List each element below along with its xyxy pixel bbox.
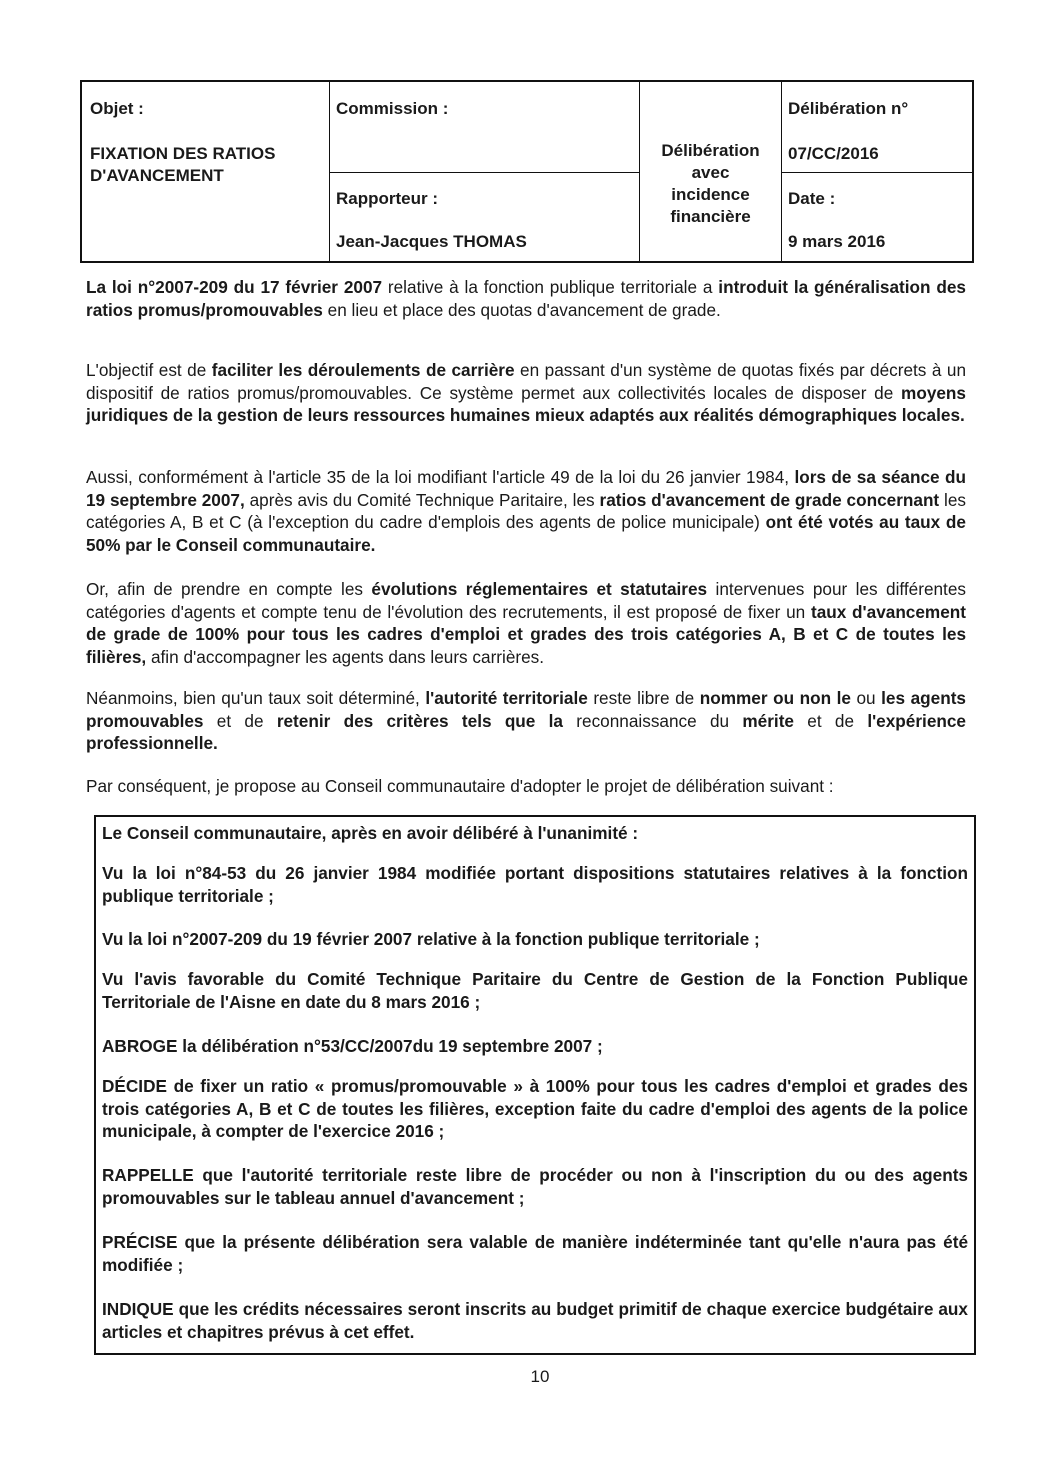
paragraph-6 [86,775,966,798]
paragraph-5 [86,687,966,755]
commission-label: Commission : [336,99,449,118]
p5-text-1: Néanmoins, bien qu'un taux soit déterminé, [86,688,426,708]
incidence-line3: incidence [671,185,750,204]
decision-line-9: INDIQUE que les crédits nécessaires seront inscrits au budget primitif de chaque exercice budgétaire aux articles et chapitres prévus à cet effet. [102,1299,968,1342]
decision-indique [102,1298,968,1343]
paragraph-3 [86,466,966,556]
p1-bold-1: La loi n°2007-209 du 17 février 2007 [86,277,383,297]
objet-value-line2: D'AVANCEMENT [90,166,224,185]
p1-text-2: en lieu et place des quotas d'avancement de grade. [322,299,721,320]
decision-line-6: DÉCIDE de fixer un ratio « promus/promouvable » à 100% pour tous les cadres d'emploi et grades des trois catégories A, B et C de toutes les filières, exception faite du cadre d'emploi des agents de la police municipale, à compter de l'exercice 2016 ; [102,1076,968,1141]
incidence-line2: avec [691,163,730,182]
decision-vu-3 [102,968,968,1013]
deliberation-cell [782,82,972,261]
rapporteur-name: Jean-Jacques THOMAS [336,232,527,251]
decision-intro [102,822,968,845]
p5-text-3: ou [850,688,882,708]
deliberation-number: 07/CC/2016 [788,144,879,163]
p5-text-6: et de [793,710,868,731]
p5-bold-2: nommer ou non le [699,688,851,708]
commission-divider [330,172,639,173]
p5-bold-3: les agents promouvables [86,688,966,731]
p5-text-2: reste libre de [587,688,700,708]
p3-bold-2: ratios d'avancement de grade concernant [599,489,940,510]
p3-bold-1: lors de sa séance du 19 septembre 2007, [86,467,966,510]
p6-text: Par conséquent, je propose au Conseil communautaire d'adopter le projet de délibération suivant : [86,776,834,796]
incidence-text [640,140,781,228]
p5-bold-6: l'expérience professionnelle. [86,710,966,753]
p3-text-3: les catégories A, B et C (à l'exception du cadre d'emplois des agents de police municipale) [86,489,966,532]
incidence-cell [640,82,782,261]
p3-bold-3: ont été votés au taux de 50% par le Conseil communautaire. [86,512,966,555]
decision-line-7: RAPPELLE que l'autorité territoriale reste libre de procéder ou non à l'inscription du ou des agents promouvables sur le tableau annuel d'avancement ; [102,1165,968,1208]
decision-line-8: PRÉCISE que la présente délibération sera valable de manière indéterminée tant qu'elle n'aura pas été modifiée ; [102,1232,968,1275]
p2-bold-1: faciliter les déroulements de carrière [211,360,515,380]
decision-vu-2 [102,928,968,951]
objet-value-line1: FIXATION DES RATIOS [90,144,276,163]
p4-text-2: intervenues pour les différentes catégories d'agents et compte tenu de l'évolution des recrutements, il est proposé de fixer un [86,579,966,622]
decision-line-2: Vu la loi n°84-53 du 26 janvier 1984 modifiée portant dispositions statutaires relatives à la fonction publique territoriale ; [102,863,968,906]
p5-text-5: reconnaissance du [563,710,743,731]
p1-bold-2: introduit la généralisation des ratios promus/promouvables [86,277,966,320]
p5-bold-5: mérite [742,710,794,731]
p3-text-1: Aussi, conformément à l'article 35 de la loi modifiant l'article 49 de la loi du 26 janvier 1984, [86,467,795,487]
incidence-line4: financière [670,207,751,226]
p2-text-1: L'objectif est de [86,360,212,380]
p3-text-2: après avis du Comité Technique Paritaire, les [244,489,600,510]
p5-bold-4: retenir des critères tels que la [276,710,563,731]
p4-bold-2: taux d'avancement de grade de 100% pour tous les cadres d'emploi et grades des trois catégories A, B et C de toutes les filières, [86,601,966,667]
p5-bold-1: l'autorité territoriale [425,688,588,708]
decision-line-4: Vu l'avis favorable du Comité Technique Paritaire du Centre de Gestion de la Fonction Publique Territoriale de l'Aisne en date du 8 mars 2016 ; [102,969,968,1012]
objet-label: Objet : [90,99,144,118]
decision-abroge [102,1035,968,1058]
paragraph-4 [86,578,966,668]
decision-precise [102,1231,968,1276]
p2-text-2: en passant d'un système de quotas fixés par décrets à un dispositif de ratios promus/promouvables. Ce système permet aux collectivités locales de disposer de [86,360,967,403]
p5-text-4: et de [203,710,277,731]
decision-decide [102,1075,968,1143]
p4-text-1: Or, afin de prendre en compte les [86,579,372,599]
rapporteur-label: Rapporteur : [336,189,438,208]
deliberation-label: Délibération n° [788,99,909,118]
p4-bold-1: évolutions réglementaires et statutaires [371,579,708,599]
decision-vu-1 [102,862,968,907]
decision-line-5: ABROGE la délibération n°53/CC/2007du 19 septembre 2007 ; [102,1036,603,1056]
page-number: 10 [530,1367,550,1386]
p2-bold-2: moyens juridiques de la gestion de leurs ressources humaines mieux adaptés aux réalités démographiques locales. [86,382,966,425]
date-value: 9 mars 2016 [788,232,886,251]
incidence-line1: Délibération [661,141,760,160]
p1-text-1: relative à la fonction publique territoriale a [382,277,719,297]
decision-line-1: Le Conseil communautaire, après en avoir délibéré à l'unanimité : [102,823,639,843]
decision-rappelle [102,1164,968,1209]
deliberation-divider [782,172,972,173]
decision-line-3: Vu la loi n°2007-209 du 19 février 2007 relative à la fonction publique territoriale ; [102,929,760,949]
commission-cell [330,82,640,261]
paragraph-1 [86,276,966,321]
p4-text-3: afin d'accompagner les agents dans leurs carrières. [146,646,545,667]
date-label: Date : [788,189,836,208]
objet-cell [82,82,330,261]
paragraph-2 [86,359,966,427]
header-table [80,80,974,263]
